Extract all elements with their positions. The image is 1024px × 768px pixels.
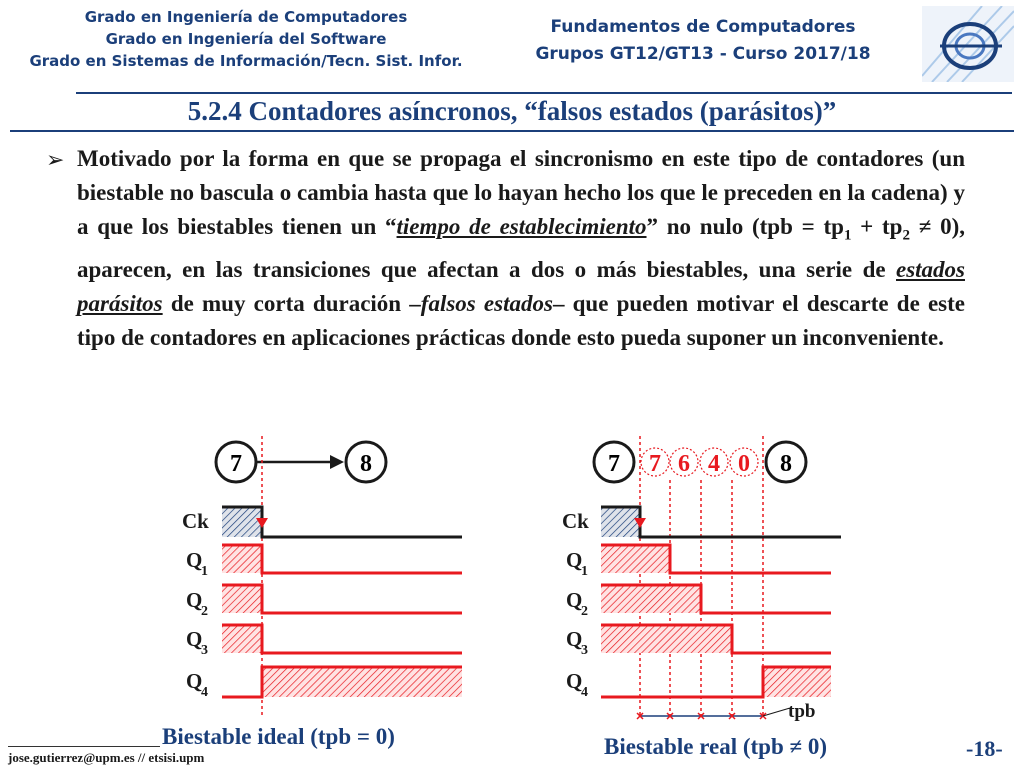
term-false-states: falsos estados <box>420 290 553 316</box>
state-label-7: 7 <box>230 451 242 477</box>
signal-sub-q2: 2 <box>201 604 208 619</box>
waveform-q4 <box>222 667 462 697</box>
state-circle-7-real <box>594 442 634 482</box>
signal-sub-q4: 4 <box>201 685 208 700</box>
signal-label-ck-real: Ck <box>562 509 589 533</box>
course-name: Fundamentos de Computadores <box>550 17 856 37</box>
waveform-q1 <box>222 545 462 573</box>
signal-label-q3: Q <box>186 627 203 651</box>
bullet-arrow-icon: ➢ <box>46 148 65 173</box>
signal-sub-q3-real: 3 <box>581 643 588 658</box>
arrow-head-icon <box>330 455 344 469</box>
signal-sub-q1: 1 <box>201 564 208 579</box>
signal-label-q4: Q <box>186 669 203 693</box>
signal-label-ck: Ck <box>182 509 209 533</box>
state-circle-7 <box>216 442 256 482</box>
real-diagram <box>562 436 841 722</box>
waveform-q4-real <box>601 667 831 697</box>
page-number: -18- <box>966 736 1003 761</box>
degree-line-1: Grado en Ingeniería de Computadores <box>84 8 408 26</box>
state-label-7-real: 7 <box>608 451 620 477</box>
tpb-label: tpb <box>788 701 816 722</box>
ideal-diagram <box>182 436 462 715</box>
waveform-ck-real <box>601 507 841 537</box>
signal-label-q3-real: Q <box>566 627 583 651</box>
caption-ideal: Biestable ideal (tpb = 0) <box>162 724 395 749</box>
svg-text:7: 7 <box>649 451 661 477</box>
spurious-state-6 <box>670 448 698 477</box>
spurious-state-7 <box>641 448 669 477</box>
signal-sub-q2-real: 2 <box>581 604 588 619</box>
signal-label-q1-real: Q <box>566 548 583 572</box>
transition-markers <box>640 436 763 715</box>
signal-sub-q3: 3 <box>201 643 208 658</box>
state-label-8: 8 <box>360 451 372 477</box>
signal-label-q1: Q <box>186 548 203 572</box>
body-paragraph: Motivado por la forma en que se propaga el sincronismo en este tipo de contadores (un biestable no bascula o cambia hasta que lo hayan hecho los que le preceden en la cadena) y a que los biestables tienen un “tiempo de establecimiento” no nulo $(tpb = tp_1 + tp_2 \ne 0)$, aparecen, en las transiciones que afectan a dos o más biestables, una serie de estados parásitos de muy corta duración –falsos estados– que pueden motivar el descarte de este tipo de contadores en aplicaciones prácticas donde esto pueda suponer un inconveniente. <box>77 146 965 350</box>
footer-email: jose.gutierrez@upm.es // etsisi.upm <box>8 750 205 765</box>
degree-line-3: Grado en Sistemas de Información/Tecn. Sist. Infor. <box>29 52 463 70</box>
course-groups: Grupos GT12/GT13 - Curso 2017/18 <box>535 44 871 64</box>
signal-sub-q4-real: 4 <box>581 685 588 700</box>
term-settling-time: tiempo de establecimiento <box>396 214 647 239</box>
slide-title: 5.2.4 Contadores asíncronos, “falsos estados (parásitos)” <box>187 96 837 126</box>
signal-label-q2-real: Q <box>566 588 583 612</box>
waveform-q2-real <box>601 585 831 613</box>
degree-line-2: Grado en Ingeniería del Software <box>105 30 387 48</box>
state-circle-8 <box>346 442 386 482</box>
waveform-q3-real <box>601 625 831 653</box>
signal-label-q2: Q <box>186 588 203 612</box>
caption-real: Biestable real (tpb ≠ 0) <box>604 734 828 759</box>
svg-text:6: 6 <box>678 451 690 477</box>
waveform-q3 <box>222 625 462 653</box>
signal-sub-q1-real: 1 <box>581 564 588 579</box>
state-label-8-real: 8 <box>780 451 792 477</box>
spurious-state-4 <box>700 448 728 477</box>
signal-label-q4-real: Q <box>566 669 583 693</box>
svg-text:4: 4 <box>708 451 720 477</box>
term-spurious-states: estados parásitos <box>77 256 965 316</box>
tpb-marker <box>637 701 815 722</box>
spurious-state-0 <box>730 448 758 477</box>
state-circle-8-real <box>766 442 806 482</box>
svg-text:0: 0 <box>738 451 750 477</box>
waveform-q2 <box>222 585 462 613</box>
footer-rule <box>8 746 160 747</box>
waveform-ck <box>222 507 462 537</box>
waveform-q1-real <box>601 545 831 573</box>
